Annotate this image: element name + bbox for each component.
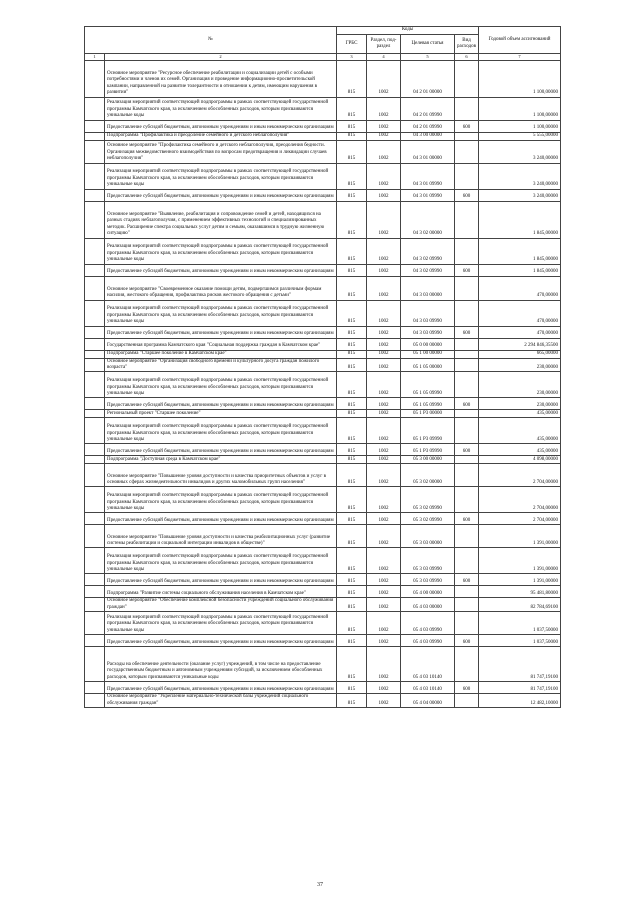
row-amount: 230,00000 [479, 398, 561, 410]
row-amount: 2 294 846,35500 [479, 338, 561, 350]
row-name: Реализация мероприятий соответствующей подпрограммы в рамках соответствующей государственной программы Камчатского края, за исключением обособленных расходов, которым присваиваются уникальные коды [105, 372, 337, 398]
row-razdel: 1002 [367, 201, 401, 238]
header-grbs: ГРБС [337, 35, 367, 54]
row-grbs: 815 [337, 189, 367, 201]
row-grbs: 815 [337, 140, 367, 163]
row-grbs: 815 [337, 548, 367, 574]
row-grbs: 815 [337, 276, 367, 300]
row-number-cell [85, 456, 105, 464]
table-header [85, 27, 561, 61]
row-razdel: 1002 [367, 97, 401, 120]
row-name: Реализация мероприятий соответствующей подпрограммы в рамках соответствующей государственной программы Камчатского края, за исключением обособленных расходов, которым присваиваются уникальные коды [105, 548, 337, 574]
row-grbs: 815 [337, 358, 367, 372]
row-grbs: 815 [337, 264, 367, 276]
row-amount: 470,00000 [479, 300, 561, 326]
row-amount: 81 747,19100 [479, 682, 561, 694]
row-number-cell [85, 487, 105, 513]
row-amount: 470,00000 [479, 276, 561, 300]
row-razdel: 1002 [367, 635, 401, 647]
row-expense-type [455, 350, 479, 358]
row-target-article: 05 1 05 09990 [401, 372, 455, 398]
row-name: Основное мероприятие "Укрепление материально-технической базы учреждений социального обслуживания граждан" [105, 694, 337, 708]
row-number-cell [85, 682, 105, 694]
header-index: 7 [479, 54, 561, 61]
row-amount: 1 845,00000 [479, 201, 561, 238]
row-name: Основное мероприятие "Выявление, реабилитация и сопровождение семей и детей, находящихся на разных стадиях неблагополучия, с применением эффективных технологий и специализированных методик. Расширение спектра социальных услуг детям и семьям, оказавшимся в трудную жизненную ситуацию" [105, 201, 337, 238]
table-row [85, 189, 561, 201]
table-row [85, 444, 561, 456]
row-grbs: 815 [337, 120, 367, 132]
table-row [85, 140, 561, 163]
row-number-cell [85, 338, 105, 350]
row-name: Предоставление субсидий бюджетным, автономным учреждениям и иным некоммерческим организациям [105, 574, 337, 586]
row-number-cell [85, 140, 105, 163]
row-name: Предоставление субсидий бюджетным, автономным учреждениям и иным некоммерческим организациям [105, 682, 337, 694]
row-number-cell [85, 300, 105, 326]
row-amount: 12 482,10000 [479, 694, 561, 708]
row-amount: 1 845,00000 [479, 238, 561, 264]
table-row [85, 525, 561, 548]
row-razdel: 1002 [367, 418, 401, 444]
row-razdel: 1002 [367, 410, 401, 418]
row-amount: 1 391,00000 [479, 574, 561, 586]
row-target-article: 04 3 02 00000 [401, 201, 455, 238]
row-name: Подпрограмма "Старшее поколение в Камчатском крае" [105, 350, 337, 358]
table-row [85, 300, 561, 326]
row-target-article: 05 3 02 09990 [401, 513, 455, 525]
table-row [85, 487, 561, 513]
row-number-cell [85, 358, 105, 372]
table-row [85, 163, 561, 189]
row-name: Подпрограмма "Развитие системы социального обслуживания населения в Камчатском крае" [105, 586, 337, 598]
row-target-article: 04 3 01 00000 [401, 140, 455, 163]
row-target-article: 04 3 00 00000 [401, 132, 455, 140]
row-grbs: 815 [337, 586, 367, 598]
row-amount: 1 100,00000 [479, 120, 561, 132]
row-target-article: 04 3 03 09990 [401, 300, 455, 326]
row-expense-type [455, 464, 479, 487]
row-number-cell [85, 60, 105, 97]
row-target-article: 05 3 03 00000 [401, 525, 455, 548]
row-razdel: 1002 [367, 513, 401, 525]
header-razdel: Раздел, под-раздел [367, 35, 401, 54]
row-grbs: 815 [337, 163, 367, 189]
row-razdel: 1002 [367, 163, 401, 189]
row-target-article: 05 4 03 00000 [401, 598, 455, 612]
row-expense-type [455, 238, 479, 264]
row-name: Подпрограмма "Доступная среда в Камчатском крае" [105, 456, 337, 464]
table-row [85, 276, 561, 300]
row-expense-type: 600 [455, 444, 479, 456]
header-codes: Коды [337, 27, 479, 35]
row-name: Государственная программа Камчатского края "Социальная поддержка граждан в Камчатском крае" [105, 338, 337, 350]
table-row [85, 201, 561, 238]
row-number-cell [85, 120, 105, 132]
row-razdel: 1002 [367, 487, 401, 513]
row-amount: 1 037,50000 [479, 612, 561, 635]
row-name: Предоставление субсидий бюджетным, автономным учреждениям и иным некоммерческим организациям [105, 398, 337, 410]
table-row [85, 120, 561, 132]
row-razdel: 1002 [367, 264, 401, 276]
row-amount: 435,00000 [479, 418, 561, 444]
table-row [85, 418, 561, 444]
row-name: Региональный проект "Старшее поколение" [105, 410, 337, 418]
row-number-cell [85, 189, 105, 201]
table-row [85, 97, 561, 120]
row-number-cell [85, 598, 105, 612]
row-expense-type [455, 456, 479, 464]
row-grbs: 815 [337, 694, 367, 708]
row-expense-type [455, 372, 479, 398]
row-grbs: 815 [337, 326, 367, 338]
row-target-article: 05 4 00 00000 [401, 586, 455, 598]
row-razdel: 1002 [367, 694, 401, 708]
row-amount: 435,00000 [479, 444, 561, 456]
row-razdel: 1002 [367, 189, 401, 201]
row-target-article: 04 3 01 09990 [401, 163, 455, 189]
row-grbs: 815 [337, 513, 367, 525]
row-razdel: 1002 [367, 525, 401, 548]
row-expense-type [455, 418, 479, 444]
table-row [85, 598, 561, 612]
table-row [85, 612, 561, 635]
table-row [85, 372, 561, 398]
row-razdel: 1002 [367, 586, 401, 598]
row-target-article: 05 1 P3 09990 [401, 418, 455, 444]
row-name: Основное мероприятие "Обеспечение комплексной безопасности учреждений социального обслуживания граждан" [105, 598, 337, 612]
row-razdel: 1002 [367, 358, 401, 372]
row-target-article: 04 3 01 09990 [401, 189, 455, 201]
row-name: Предоставление субсидий бюджетным, автономным учреждениям и иным некоммерческим организациям [105, 513, 337, 525]
row-target-article: 05 3 03 09990 [401, 548, 455, 574]
row-name: Реализация мероприятий соответствующей подпрограммы в рамках соответствующей государственной программы Камчатского края, за исключением обособленных расходов, которым присваиваются уникальные коды [105, 487, 337, 513]
row-expense-type [455, 525, 479, 548]
row-amount: 470,00000 [479, 326, 561, 338]
row-expense-type [455, 487, 479, 513]
budget-table-sheet [84, 26, 560, 708]
row-target-article: 05 1 00 00000 [401, 350, 455, 358]
row-number-cell [85, 444, 105, 456]
row-expense-type [455, 598, 479, 612]
row-amount: 1 391,00000 [479, 525, 561, 548]
header-index: 1 [85, 54, 105, 61]
row-grbs: 815 [337, 60, 367, 97]
row-target-article: 05 4 03 09990 [401, 612, 455, 635]
header-index: 3 [337, 54, 367, 61]
row-number-cell [85, 694, 105, 708]
table-row [85, 238, 561, 264]
row-grbs: 815 [337, 682, 367, 694]
row-amount: 1 391,00000 [479, 548, 561, 574]
row-target-article: 05 0 00 00000 [401, 338, 455, 350]
table-row [85, 60, 561, 97]
row-grbs: 815 [337, 525, 367, 548]
row-amount: 1 100,00000 [479, 60, 561, 97]
header-index: 4 [367, 54, 401, 61]
row-name: Предоставление субсидий бюджетным, автономным учреждениям и иным некоммерческим организациям [105, 444, 337, 456]
row-name: Расходы на обеспечение деятельности (оказание услуг) учреждений, в том числе на предоставление государственным бюджетным и автономным учреждениям субсидий, за исключением обособленных расходов, которым присваиваются уникальные коды [105, 647, 337, 682]
row-expense-type: 600 [455, 189, 479, 201]
row-grbs: 815 [337, 238, 367, 264]
row-target-article: 05 1 P3 09990 [401, 444, 455, 456]
row-name: Основное мероприятие "Повышение уровня доступности и качества приоритетных объектов и услуг в основных сферах жизнедеятельности инвалидов и других маломобильных групп населения" [105, 464, 337, 487]
row-amount: 2 704,00000 [479, 487, 561, 513]
row-grbs: 815 [337, 456, 367, 464]
row-number-cell [85, 586, 105, 598]
row-expense-type [455, 300, 479, 326]
row-grbs: 815 [337, 612, 367, 635]
row-name: Реализация мероприятий соответствующей подпрограммы в рамках соответствующей государственной программы Камчатского края, за исключением обособленных расходов, которым присваиваются уникальные коды [105, 612, 337, 635]
row-amount: 3 240,00000 [479, 163, 561, 189]
row-target-article: 04 2 01 09990 [401, 120, 455, 132]
table-row [85, 132, 561, 140]
row-razdel: 1002 [367, 338, 401, 350]
row-name: Реализация мероприятий соответствующей подпрограммы в рамках соответствующей государственной программы Камчатского края, за исключением обособленных расходов, которым присваиваются уникальные коды [105, 238, 337, 264]
row-razdel: 1002 [367, 574, 401, 586]
row-razdel: 1002 [367, 60, 401, 97]
row-razdel: 1002 [367, 398, 401, 410]
row-expense-type [455, 548, 479, 574]
row-target-article: 05 1 05 09990 [401, 398, 455, 410]
row-number-cell [85, 464, 105, 487]
row-number-cell [85, 398, 105, 410]
row-number-cell [85, 350, 105, 358]
row-number-cell [85, 548, 105, 574]
row-razdel: 1002 [367, 276, 401, 300]
header-index: 6 [455, 54, 479, 61]
row-amount: 81 747,19100 [479, 647, 561, 682]
row-razdel: 1002 [367, 326, 401, 338]
table-row [85, 574, 561, 586]
row-target-article: 05 3 02 09990 [401, 487, 455, 513]
row-number-cell [85, 635, 105, 647]
row-grbs: 815 [337, 598, 367, 612]
row-number-cell [85, 163, 105, 189]
row-expense-type: 600 [455, 574, 479, 586]
row-razdel: 1002 [367, 682, 401, 694]
row-amount: 2 704,00000 [479, 464, 561, 487]
row-name: Реализация мероприятий соответствующей подпрограммы в рамках соответствующей государственной программы Камчатского края, за исключением обособленных расходов, которым присваиваются уникальные коды [105, 418, 337, 444]
header-index: 5 [401, 54, 455, 61]
row-expense-type [455, 60, 479, 97]
row-amount: 2 704,00000 [479, 513, 561, 525]
row-name: Предоставление субсидий бюджетным, автономным учреждениям и иным некоммерческим организациям [105, 326, 337, 338]
row-expense-type: 600 [455, 682, 479, 694]
row-razdel: 1002 [367, 548, 401, 574]
row-amount: 435,00000 [479, 410, 561, 418]
row-target-article: 05 3 03 09990 [401, 574, 455, 586]
row-grbs: 815 [337, 487, 367, 513]
row-amount: 3 240,00000 [479, 140, 561, 163]
row-grbs: 815 [337, 97, 367, 120]
row-grbs: 815 [337, 647, 367, 682]
row-grbs: 815 [337, 635, 367, 647]
row-expense-type [455, 586, 479, 598]
row-expense-type [455, 647, 479, 682]
row-grbs: 815 [337, 464, 367, 487]
row-razdel: 1002 [367, 300, 401, 326]
table-row [85, 326, 561, 338]
row-expense-type: 600 [455, 326, 479, 338]
table-row [85, 647, 561, 682]
row-amount: 95 481,80000 [479, 586, 561, 598]
row-expense-type [455, 132, 479, 140]
row-grbs: 815 [337, 444, 367, 456]
row-expense-type [455, 201, 479, 238]
row-amount: 3 240,00000 [479, 189, 561, 201]
table-row [85, 513, 561, 525]
row-amount: 1 037,50000 [479, 635, 561, 647]
row-expense-type [455, 410, 479, 418]
row-amount: 230,00000 [479, 372, 561, 398]
row-name: Предоставление субсидий бюджетным, автономным учреждениям и иным некоммерческим организациям [105, 635, 337, 647]
row-razdel: 1002 [367, 456, 401, 464]
row-number-cell [85, 201, 105, 238]
row-name: Предоставление субсидий бюджетным, автономным учреждениям и иным некоммерческим организациям [105, 189, 337, 201]
row-expense-type: 600 [455, 264, 479, 276]
row-amount: 82 784,69100 [479, 598, 561, 612]
row-razdel: 1002 [367, 444, 401, 456]
row-expense-type [455, 612, 479, 635]
row-grbs: 815 [337, 338, 367, 350]
row-grbs: 815 [337, 132, 367, 140]
row-number-cell [85, 513, 105, 525]
row-expense-type [455, 694, 479, 708]
row-amount: 665,00000 [479, 350, 561, 358]
row-target-article: 04 3 03 09990 [401, 326, 455, 338]
row-razdel: 1002 [367, 140, 401, 163]
row-number-cell [85, 264, 105, 276]
table-row [85, 682, 561, 694]
row-expense-type: 600 [455, 398, 479, 410]
row-number-cell [85, 372, 105, 398]
row-razdel: 1002 [367, 598, 401, 612]
row-name: Основное мероприятие "Профилактика семейного и детского неблагополучия, преодоления бедности. Организация межведомственного взаимодействия по вопросам предотвращения и ликвидации случаев неблагополучия" [105, 140, 337, 163]
row-grbs: 815 [337, 300, 367, 326]
row-number-cell [85, 525, 105, 548]
row-number-cell [85, 612, 105, 635]
table-row [85, 464, 561, 487]
row-target-article: 05 4 03 09990 [401, 635, 455, 647]
row-target-article: 05 1 05 00000 [401, 358, 455, 372]
row-name: Реализация мероприятий соответствующей подпрограммы в рамках соответствующей государственной программы Камчатского края, за исключением обособленных расходов, которым присваиваются уникальные коды [105, 97, 337, 120]
table-body [85, 60, 561, 707]
header-amount: Годовой объем ассигнований [479, 27, 561, 54]
row-target-article: 04 3 02 09990 [401, 264, 455, 276]
table-row [85, 635, 561, 647]
row-grbs: 815 [337, 418, 367, 444]
row-razdel: 1002 [367, 132, 401, 140]
row-razdel: 1002 [367, 612, 401, 635]
row-grbs: 815 [337, 410, 367, 418]
row-target-article: 05 4 03 10140 [401, 682, 455, 694]
row-amount: 1 100,00000 [479, 97, 561, 120]
table-row [85, 398, 561, 410]
row-target-article: 05 4 04 00000 [401, 694, 455, 708]
row-grbs: 815 [337, 574, 367, 586]
row-target-article: 05 1 P3 00000 [401, 410, 455, 418]
row-razdel: 1002 [367, 647, 401, 682]
row-name: Основное мероприятие "Организация свободного времени и культурного досуга граждан пожилого возраста" [105, 358, 337, 372]
table-row [85, 586, 561, 598]
row-number-cell [85, 238, 105, 264]
table-row [85, 264, 561, 276]
row-name: Реализация мероприятий соответствующей подпрограммы в рамках соответствующей государственной программы Камчатского края, за исключением обособленных расходов, которым присваиваются уникальные коды [105, 300, 337, 326]
row-name: Предоставление субсидий бюджетным, автономным учреждениям и иным некоммерческим организациям [105, 120, 337, 132]
budget-table [84, 26, 561, 708]
row-amount: 4 098,00000 [479, 456, 561, 464]
row-expense-type [455, 358, 479, 372]
row-expense-type: 600 [455, 635, 479, 647]
row-grbs: 815 [337, 372, 367, 398]
row-name: Предоставление субсидий бюджетным, автономным учреждениям и иным некоммерческим организациям [105, 264, 337, 276]
row-razdel: 1002 [367, 120, 401, 132]
row-razdel: 1002 [367, 464, 401, 487]
row-name: Реализация мероприятий соответствующей подпрограммы в рамках соответствующей государственной программы Камчатского края, за исключением обособленных расходов, которым присваиваются уникальные коды [105, 163, 337, 189]
row-number-cell [85, 418, 105, 444]
row-target-article: 04 3 02 09990 [401, 238, 455, 264]
row-expense-type [455, 276, 479, 300]
header-target: Целевая статья [401, 35, 455, 54]
row-expense-type: 600 [455, 513, 479, 525]
row-number-cell [85, 574, 105, 586]
row-name: Основное мероприятие "Своевременное оказание помощи детям, подвергшимся различным формам насилия, жестокого обращения, профилактика рисков жестокого обращения с детьми" [105, 276, 337, 300]
row-target-article: 04 3 03 00000 [401, 276, 455, 300]
table-row [85, 456, 561, 464]
row-number-cell [85, 132, 105, 140]
table-row [85, 694, 561, 708]
row-number-cell [85, 326, 105, 338]
header-index: 2 [105, 54, 337, 61]
row-razdel: 1002 [367, 350, 401, 358]
row-number-cell [85, 97, 105, 120]
row-expense-type: 600 [455, 120, 479, 132]
row-amount: 5 555,00000 [479, 132, 561, 140]
row-target-article: 04 2 01 09990 [401, 97, 455, 120]
row-name: Основное мероприятие "Ресурсное обеспечение реабилитации и социализации детей с особыми потребностями и членов их семей. Организация и проведение информационно-просветительской кампании, направленной на развитие толерантности в отношении к детям, имеющим нарушения в развитии" [105, 60, 337, 97]
row-grbs: 815 [337, 398, 367, 410]
row-name: Основное мероприятие "Повышение уровня доступности и качества реабилитационных услуг (развитие системы реабилитации и социальной интеграции инвалидов в обществе)" [105, 525, 337, 548]
header-num: № [85, 27, 337, 54]
row-name: Подпрограмма "Профилактика и преодоление семейного и детского неблагополучия" [105, 132, 337, 140]
table-row [85, 338, 561, 350]
row-razdel: 1002 [367, 372, 401, 398]
table-row [85, 350, 561, 358]
table-row [85, 410, 561, 418]
row-expense-type [455, 140, 479, 163]
row-target-article: 04 2 01 00000 [401, 60, 455, 97]
row-number-cell [85, 647, 105, 682]
row-grbs: 815 [337, 201, 367, 238]
row-target-article: 05 3 00 00000 [401, 456, 455, 464]
table-row [85, 358, 561, 372]
row-amount: 1 845,00000 [479, 264, 561, 276]
row-amount: 230,00000 [479, 358, 561, 372]
row-razdel: 1002 [367, 238, 401, 264]
page-number: 37 [317, 882, 323, 888]
row-number-cell [85, 276, 105, 300]
row-expense-type [455, 163, 479, 189]
header-vid: Вид расходов [455, 35, 479, 54]
row-number-cell [85, 410, 105, 418]
row-grbs: 815 [337, 350, 367, 358]
row-expense-type [455, 97, 479, 120]
row-target-article: 05 4 03 10140 [401, 647, 455, 682]
row-expense-type [455, 338, 479, 350]
table-row [85, 548, 561, 574]
row-target-article: 05 3 02 00000 [401, 464, 455, 487]
